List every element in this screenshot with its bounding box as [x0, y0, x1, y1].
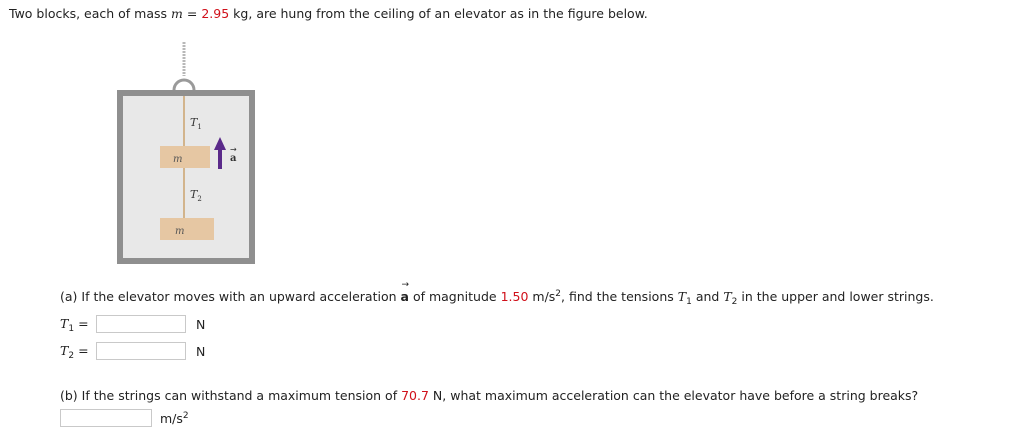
- t2-answer-input[interactable]: [96, 342, 186, 360]
- lower-block: [160, 218, 214, 240]
- lower-block-label: m: [175, 226, 185, 237]
- mass-symbol: m: [171, 6, 183, 21]
- accel-label: a: [230, 153, 237, 164]
- upper-block: [160, 146, 210, 168]
- part-b-question: (b) If the strings can withstand a maximum tension of 70.7 N, what maximum acceleration can the elevator have before a string breaks?: [60, 388, 919, 403]
- t2-unit: N: [196, 344, 206, 359]
- part-a-question: (a) If the elevator moves with an upward acceleration → a of magnitude 1.50 $m/s^2$, find the tensions $T_1$ and $T_2$ in the upper and lower strings.: [60, 280, 934, 307]
- t2-label: $T_2$: [190, 188, 202, 203]
- accel-vector-arrow-icon: →: [230, 145, 237, 154]
- accel-vector: → a: [400, 280, 410, 304]
- upper-block-label: m: [173, 154, 183, 165]
- mass-value: 2.95: [201, 6, 230, 21]
- t1-unit: N: [196, 317, 206, 332]
- max-acceleration-input[interactable]: [60, 409, 152, 427]
- t1-answer-input[interactable]: [96, 315, 186, 333]
- hook-icon: [174, 80, 194, 90]
- t1-row-label: $T_1$ =: [60, 316, 89, 334]
- max-acceleration-unit: $m/s^2$: [160, 411, 189, 426]
- elevator-figure: [108, 40, 268, 270]
- max-tension-value: 70.7: [401, 388, 429, 403]
- t1-label: $T_1$: [190, 116, 202, 131]
- t2-row-label: $T_2$ =: [60, 343, 89, 361]
- problem-statement: Two blocks, each of mass m = 2.95 kg, are hung from the ceiling of an elevator as in the figure below.: [9, 6, 648, 21]
- accel-value: 1.50: [500, 289, 529, 304]
